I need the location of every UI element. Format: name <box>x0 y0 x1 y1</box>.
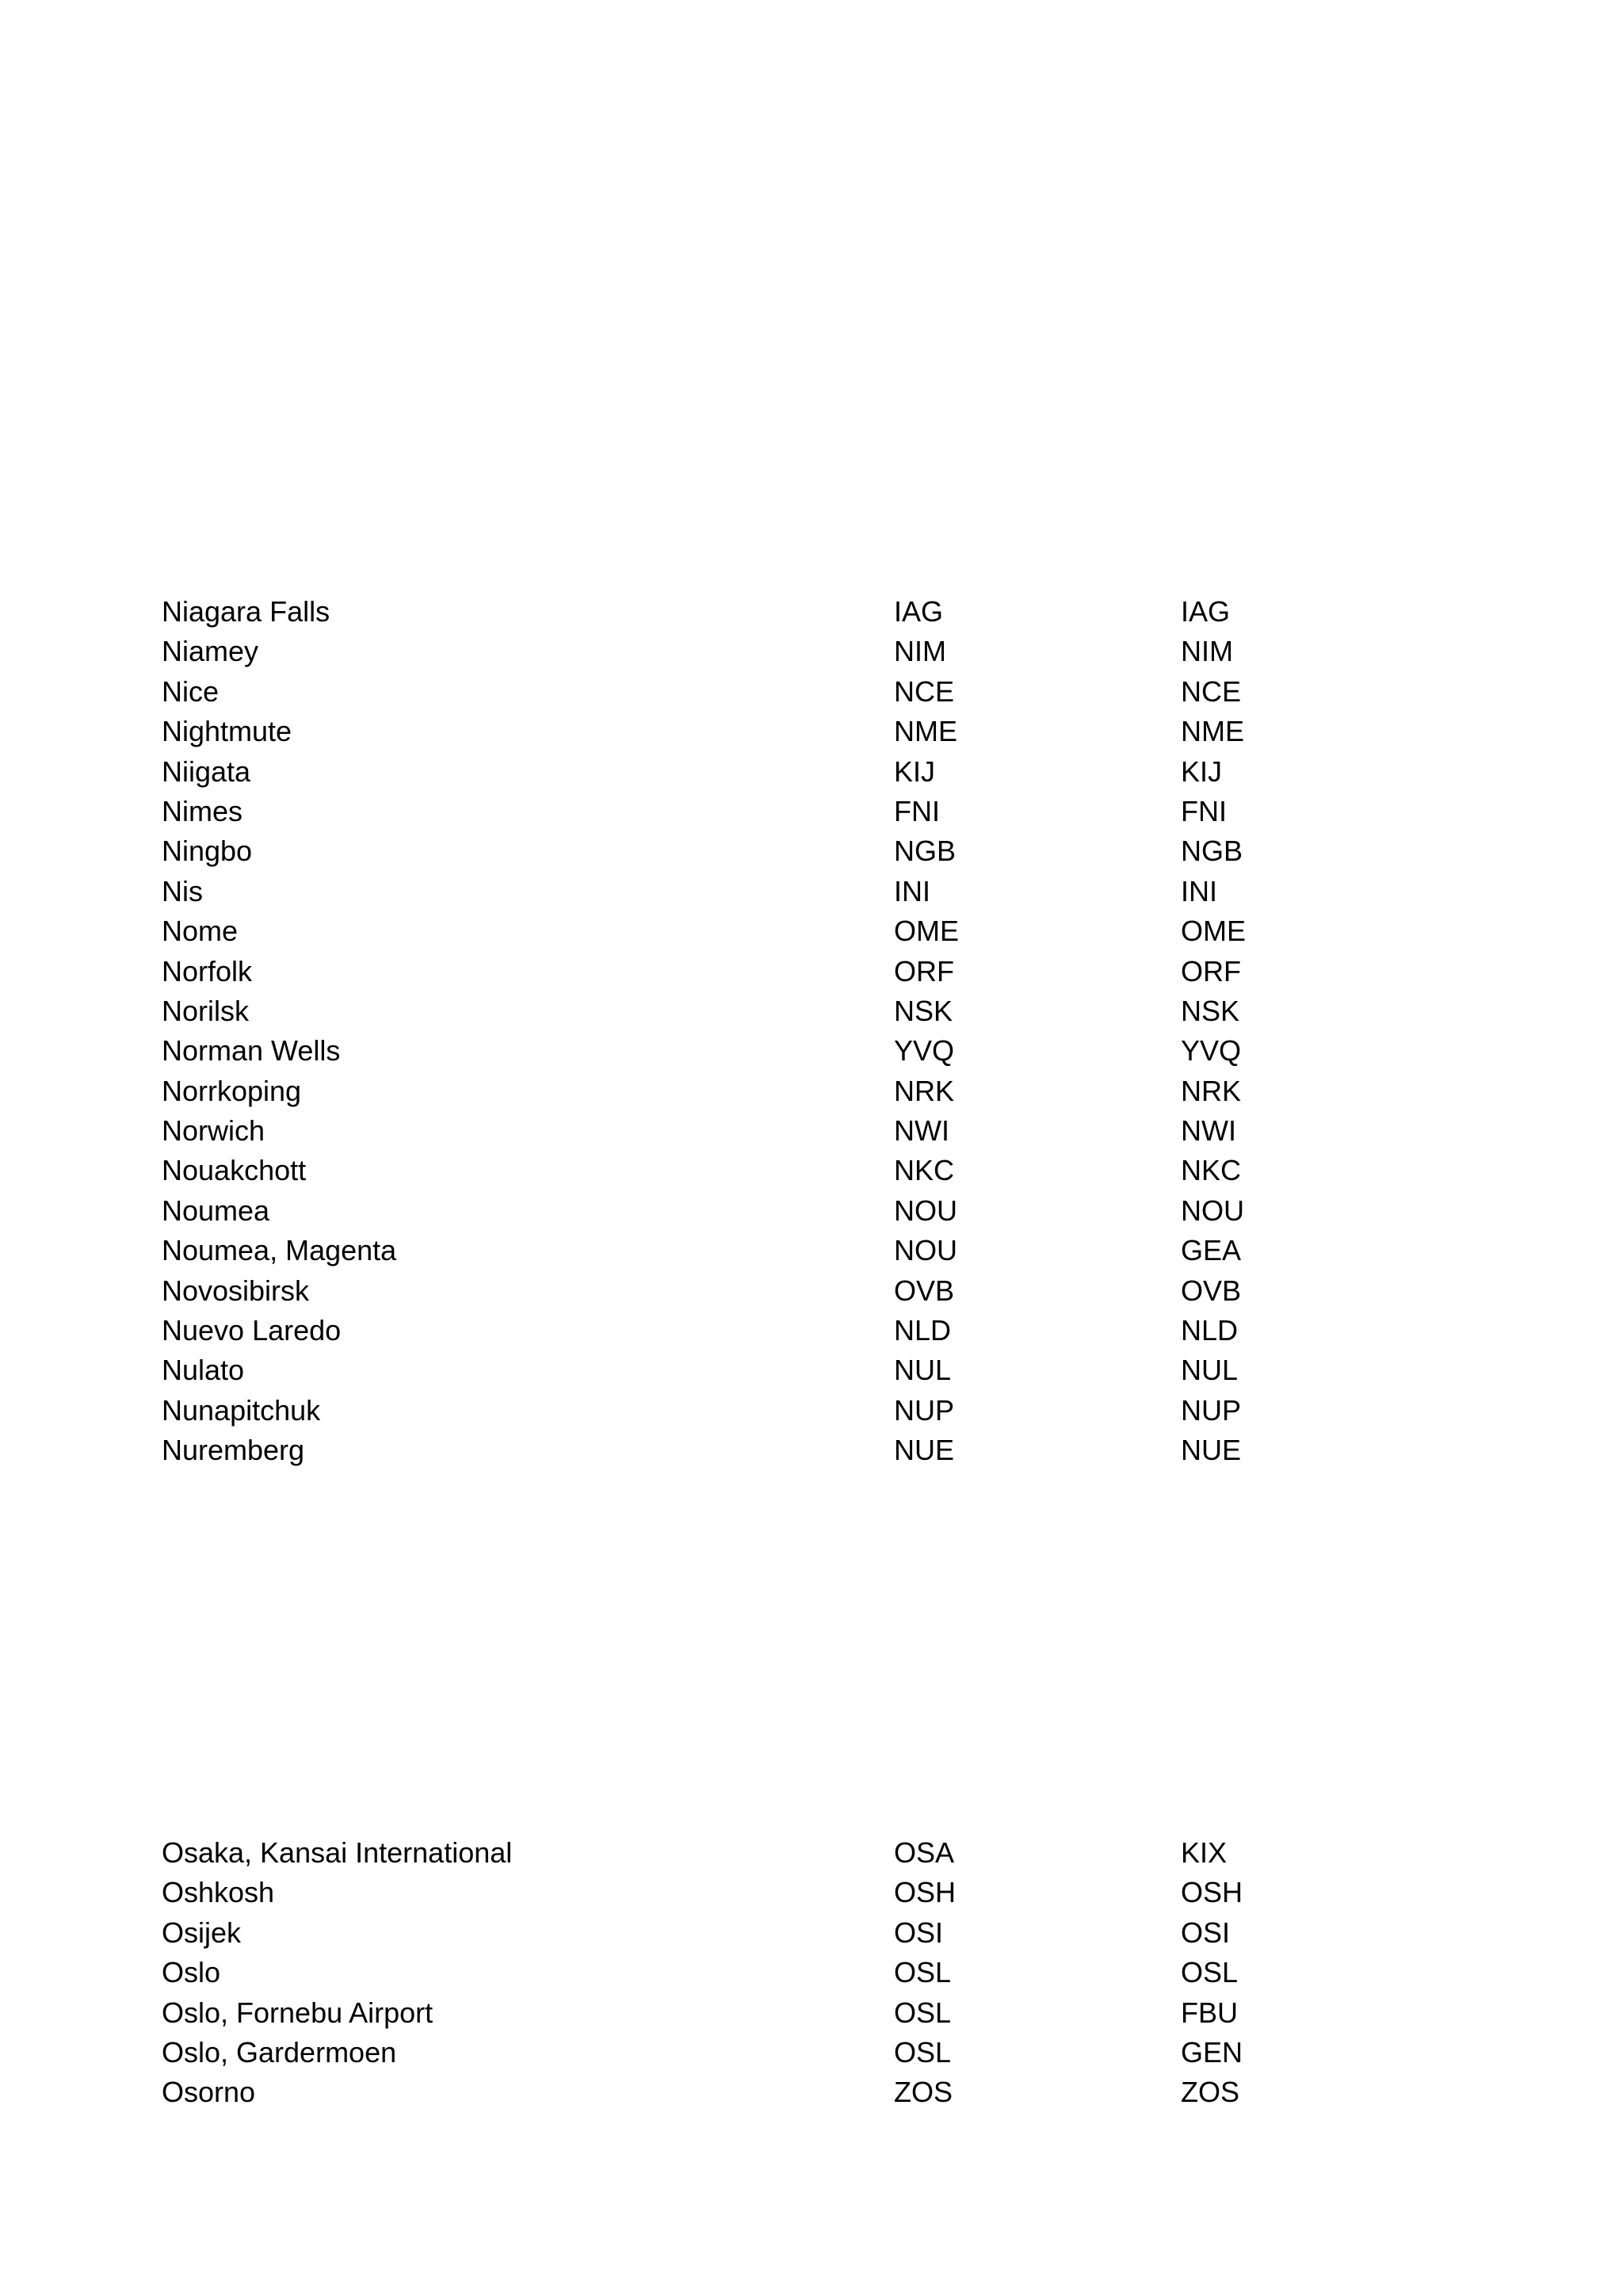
city-code-cell: OSL <box>894 2035 952 2069</box>
airport-code-cell: KIJ <box>1181 755 1223 788</box>
airport-code-cell: NRK <box>1181 1074 1242 1107</box>
table-row <box>0 712 1623 751</box>
table-row <box>0 872 1623 911</box>
city-code-cell: OME <box>894 915 960 948</box>
city-name-cell: Nulato <box>162 1354 245 1387</box>
airport-codes-table-o <box>0 1833 1623 2113</box>
city-name-cell: Nunapitchuk <box>162 1393 321 1427</box>
city-name-cell: Norwich <box>162 1114 265 1148</box>
city-name-cell: Osorno <box>162 2076 256 2109</box>
table-row <box>0 1072 1623 1111</box>
city-name-cell: Oshkosh <box>162 1876 275 1909</box>
airport-code-cell: OSL <box>1181 1956 1239 1989</box>
table-row <box>0 1391 1623 1431</box>
city-name-cell: Nouakchott <box>162 1154 307 1187</box>
table-row <box>0 1953 1623 1992</box>
airport-code-cell: OSI <box>1181 1916 1231 1949</box>
airport-code-cell: ORF <box>1181 954 1241 988</box>
city-code-cell: NUL <box>894 1354 952 1387</box>
city-name-cell: Nimes <box>162 794 243 827</box>
airport-code-cell: NUE <box>1181 1434 1242 1467</box>
airport-code-cell: NKC <box>1181 1154 1242 1187</box>
city-code-cell: OSH <box>894 1876 957 1909</box>
airport-code-cell: YVQ <box>1181 1034 1242 1068</box>
city-name-cell: Norilsk <box>162 994 250 1027</box>
airport-code-cell: INI <box>1181 874 1218 907</box>
airport-code-cell: OSH <box>1181 1876 1243 1909</box>
airport-code-cell: GEN <box>1181 2035 1243 2069</box>
city-code-cell: NSK <box>894 994 953 1027</box>
city-code-cell: NLD <box>894 1314 952 1347</box>
table-row <box>0 1350 1623 1390</box>
city-code-cell: NGB <box>894 835 957 868</box>
city-code-cell: NCE <box>894 674 955 708</box>
city-code-cell: NOU <box>894 1194 957 1227</box>
airport-code-cell: FNI <box>1181 794 1227 827</box>
table-row <box>0 831 1623 871</box>
airport-code-cell: NCE <box>1181 674 1242 708</box>
table-row <box>0 1993 1623 2033</box>
city-code-cell: NRK <box>894 1074 955 1107</box>
airport-codes-table-n <box>0 592 1623 1471</box>
city-name-cell: Oslo <box>162 1956 221 1989</box>
airport-code-cell: NLD <box>1181 1314 1239 1347</box>
airport-code-cell: NSK <box>1181 994 1240 1027</box>
airport-code-cell: NGB <box>1181 835 1243 868</box>
city-code-cell: NWI <box>894 1114 949 1148</box>
table-row <box>0 1431 1623 1470</box>
city-name-cell: Nis <box>162 874 203 907</box>
city-code-cell: OSA <box>894 1836 955 1869</box>
city-code-cell: OSL <box>894 1996 952 2029</box>
city-name-cell: Niagara Falls <box>162 595 330 628</box>
city-code-cell: NUP <box>894 1393 955 1427</box>
city-code-cell: YVQ <box>894 1034 955 1068</box>
city-code-cell: ZOS <box>894 2076 953 2109</box>
table-row <box>0 1231 1623 1270</box>
city-name-cell: Oslo, Fornebu Airport <box>162 1996 433 2029</box>
table-row <box>0 1191 1623 1231</box>
airport-code-cell: NIM <box>1181 635 1233 668</box>
city-code-cell: OSI <box>894 1916 944 1949</box>
table-row <box>0 1031 1623 1071</box>
table-row <box>0 792 1623 831</box>
table-row <box>0 1111 1623 1151</box>
table-row <box>0 1151 1623 1190</box>
city-code-cell: INI <box>894 874 931 907</box>
airport-code-cell: ZOS <box>1181 2076 1240 2109</box>
airport-code-cell: IAG <box>1181 595 1231 628</box>
airport-code-cell: OVB <box>1181 1274 1242 1307</box>
table-row <box>0 1833 1623 1873</box>
table-row <box>0 952 1623 991</box>
city-code-cell: OSL <box>894 1956 952 1989</box>
city-name-cell: Osaka, Kansai International <box>162 1836 513 1869</box>
city-code-cell: ORF <box>894 954 954 988</box>
city-name-cell: Oslo, Gardermoen <box>162 2035 397 2069</box>
table-row <box>0 1311 1623 1350</box>
table-row <box>0 1913 1623 1953</box>
city-name-cell: Noumea, Magenta <box>162 1234 397 1267</box>
airport-code-cell: FBU <box>1181 1996 1238 2029</box>
airport-code-cell: NUL <box>1181 1354 1239 1387</box>
city-name-cell: Nome <box>162 915 239 948</box>
city-code-cell: KIJ <box>894 755 936 788</box>
airport-code-cell: KIX <box>1181 1836 1228 1869</box>
city-code-cell: NUE <box>894 1434 955 1467</box>
city-name-cell: Niamey <box>162 635 259 668</box>
city-name-cell: Niigata <box>162 755 251 788</box>
city-name-cell: Nightmute <box>162 715 292 748</box>
city-code-cell: NIM <box>894 635 946 668</box>
table-row <box>0 752 1623 792</box>
city-code-cell: NOU <box>894 1234 957 1267</box>
table-row <box>0 2073 1623 2112</box>
city-code-cell: OVB <box>894 1274 955 1307</box>
table-row <box>0 672 1623 712</box>
table-row <box>0 592 1623 632</box>
city-code-cell: FNI <box>894 794 940 827</box>
city-name-cell: Norfolk <box>162 954 253 988</box>
table-row <box>0 1873 1623 1912</box>
city-name-cell: Norrkoping <box>162 1074 302 1107</box>
city-name-cell: Ningbo <box>162 835 253 868</box>
airport-code-cell: NOU <box>1181 1194 1244 1227</box>
city-name-cell: Nice <box>162 674 220 708</box>
airport-code-cell: OME <box>1181 915 1247 948</box>
airport-code-cell: GEA <box>1181 1234 1242 1267</box>
table-row <box>0 632 1623 671</box>
city-name-cell: Osijek <box>162 1916 242 1949</box>
table-row <box>0 2033 1623 2073</box>
table-row <box>0 1271 1623 1311</box>
airport-code-cell: NWI <box>1181 1114 1236 1148</box>
airport-code-cell: NME <box>1181 715 1244 748</box>
city-name-cell: Noumea <box>162 1194 270 1227</box>
city-code-cell: IAG <box>894 595 944 628</box>
airport-code-cell: NUP <box>1181 1393 1242 1427</box>
table-row <box>0 991 1623 1031</box>
city-name-cell: Novosibirsk <box>162 1274 310 1307</box>
city-code-cell: NME <box>894 715 957 748</box>
table-row <box>0 911 1623 951</box>
city-name-cell: Nuremberg <box>162 1434 305 1467</box>
city-code-cell: NKC <box>894 1154 955 1187</box>
city-name-cell: Nuevo Laredo <box>162 1314 342 1347</box>
city-name-cell: Norman Wells <box>162 1034 341 1068</box>
